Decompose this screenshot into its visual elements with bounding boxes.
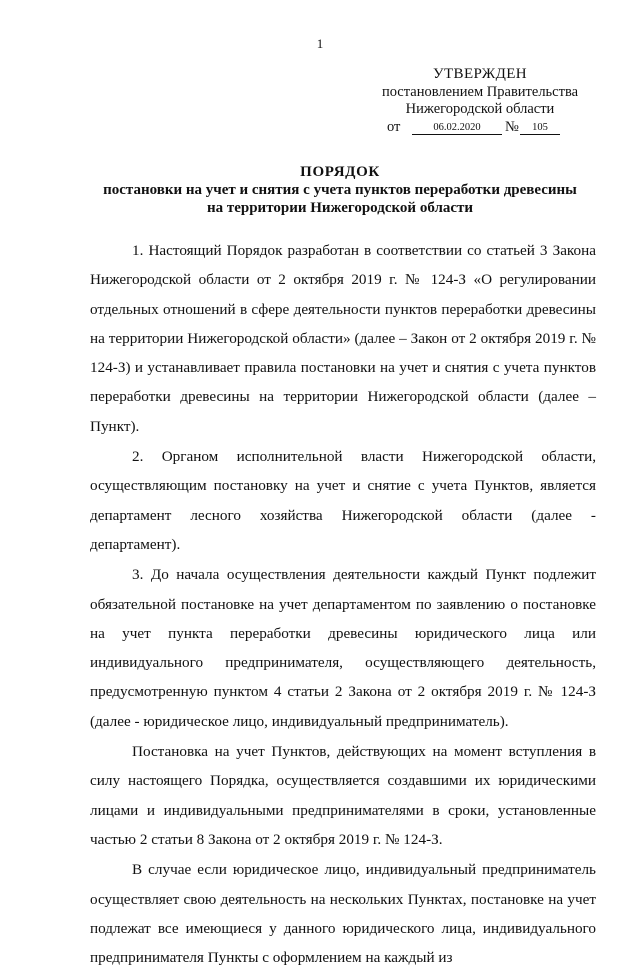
paragraph-5: В случае если юридическое лицо, индивидуальный предприниматель осуществляет свою деятельность на нескольких Пунктах, постановке на учет подлежат все имеющиеся у данного юридического лица, индивидуального предпринимателя Пункты с оформлением на каждый из xyxy=(90,861,596,967)
approval-line-region: Нижегородской области xyxy=(405,101,555,117)
approval-number-sign: № xyxy=(505,118,519,135)
approval-block xyxy=(360,66,600,138)
page-number: 1 xyxy=(316,36,324,51)
approval-date: 06.02.2020 xyxy=(412,122,502,135)
document-subtitle-line-1: постановки на учет и снятия с учета пунктов переработки древесины xyxy=(103,182,577,198)
paragraph-1: 1. Настоящий Порядок разработан в соответствии со статьей 3 Закона Нижегородской области от 2 октября 2019 г. № 124-З «О регулировании отдельных отношений в сфере деятельности пунктов переработки древесины на территории Нижегородской области» (далее – Закон от 2 октября 2019 г. № 124-З) и устанавливает правила постановки на учет и снятия с учета пунктов переработки древесины на территории Нижегородской области (далее – Пункт). xyxy=(90,242,596,435)
paragraph-2: 2. Органом исполнительной власти Нижегородской области, осуществляющим постановку на учет и снятие с учета Пунктов, является департамент лесного хозяйства Нижегородской области (далее - департамент). xyxy=(90,448,596,553)
approval-date-line xyxy=(360,119,600,138)
document-heading xyxy=(70,163,610,217)
document-body xyxy=(90,236,596,972)
document-subtitle-line-2: на территории Нижегородской области xyxy=(206,200,474,216)
paragraph-4: Постановка на учет Пунктов, действующих на момент вступления в силу настоящего Порядка, осуществляется создавшими их юридическими лицами и индивидуальными предпринимателями в сроки, установленные частью 2 статьи 8 Закона от 2 октября 2019 г. № 124-З. xyxy=(90,743,596,848)
approval-date-prefix: от xyxy=(387,118,401,135)
approval-line-resolution: постановлением Правительства xyxy=(381,83,579,100)
paragraph-3: 3. До начала осуществления деятельности каждый Пункт подлежит обязательной постановке на учет департаментом по заявлению о постановке на учет пункта переработки древесины юридического лица или индивидуального предпринимателя, осуществляющего деятельность, предусмотренную пунктом 4 статьи 2 Закона от 2 октября 2019 г. № 124-З (далее - юридическое лицо, индивидуальный предприниматель). xyxy=(90,566,596,730)
approval-number: 105 xyxy=(520,122,560,135)
document-title: ПОРЯДОК xyxy=(300,164,380,180)
approval-title: УТВЕРЖДЕН xyxy=(432,66,528,82)
